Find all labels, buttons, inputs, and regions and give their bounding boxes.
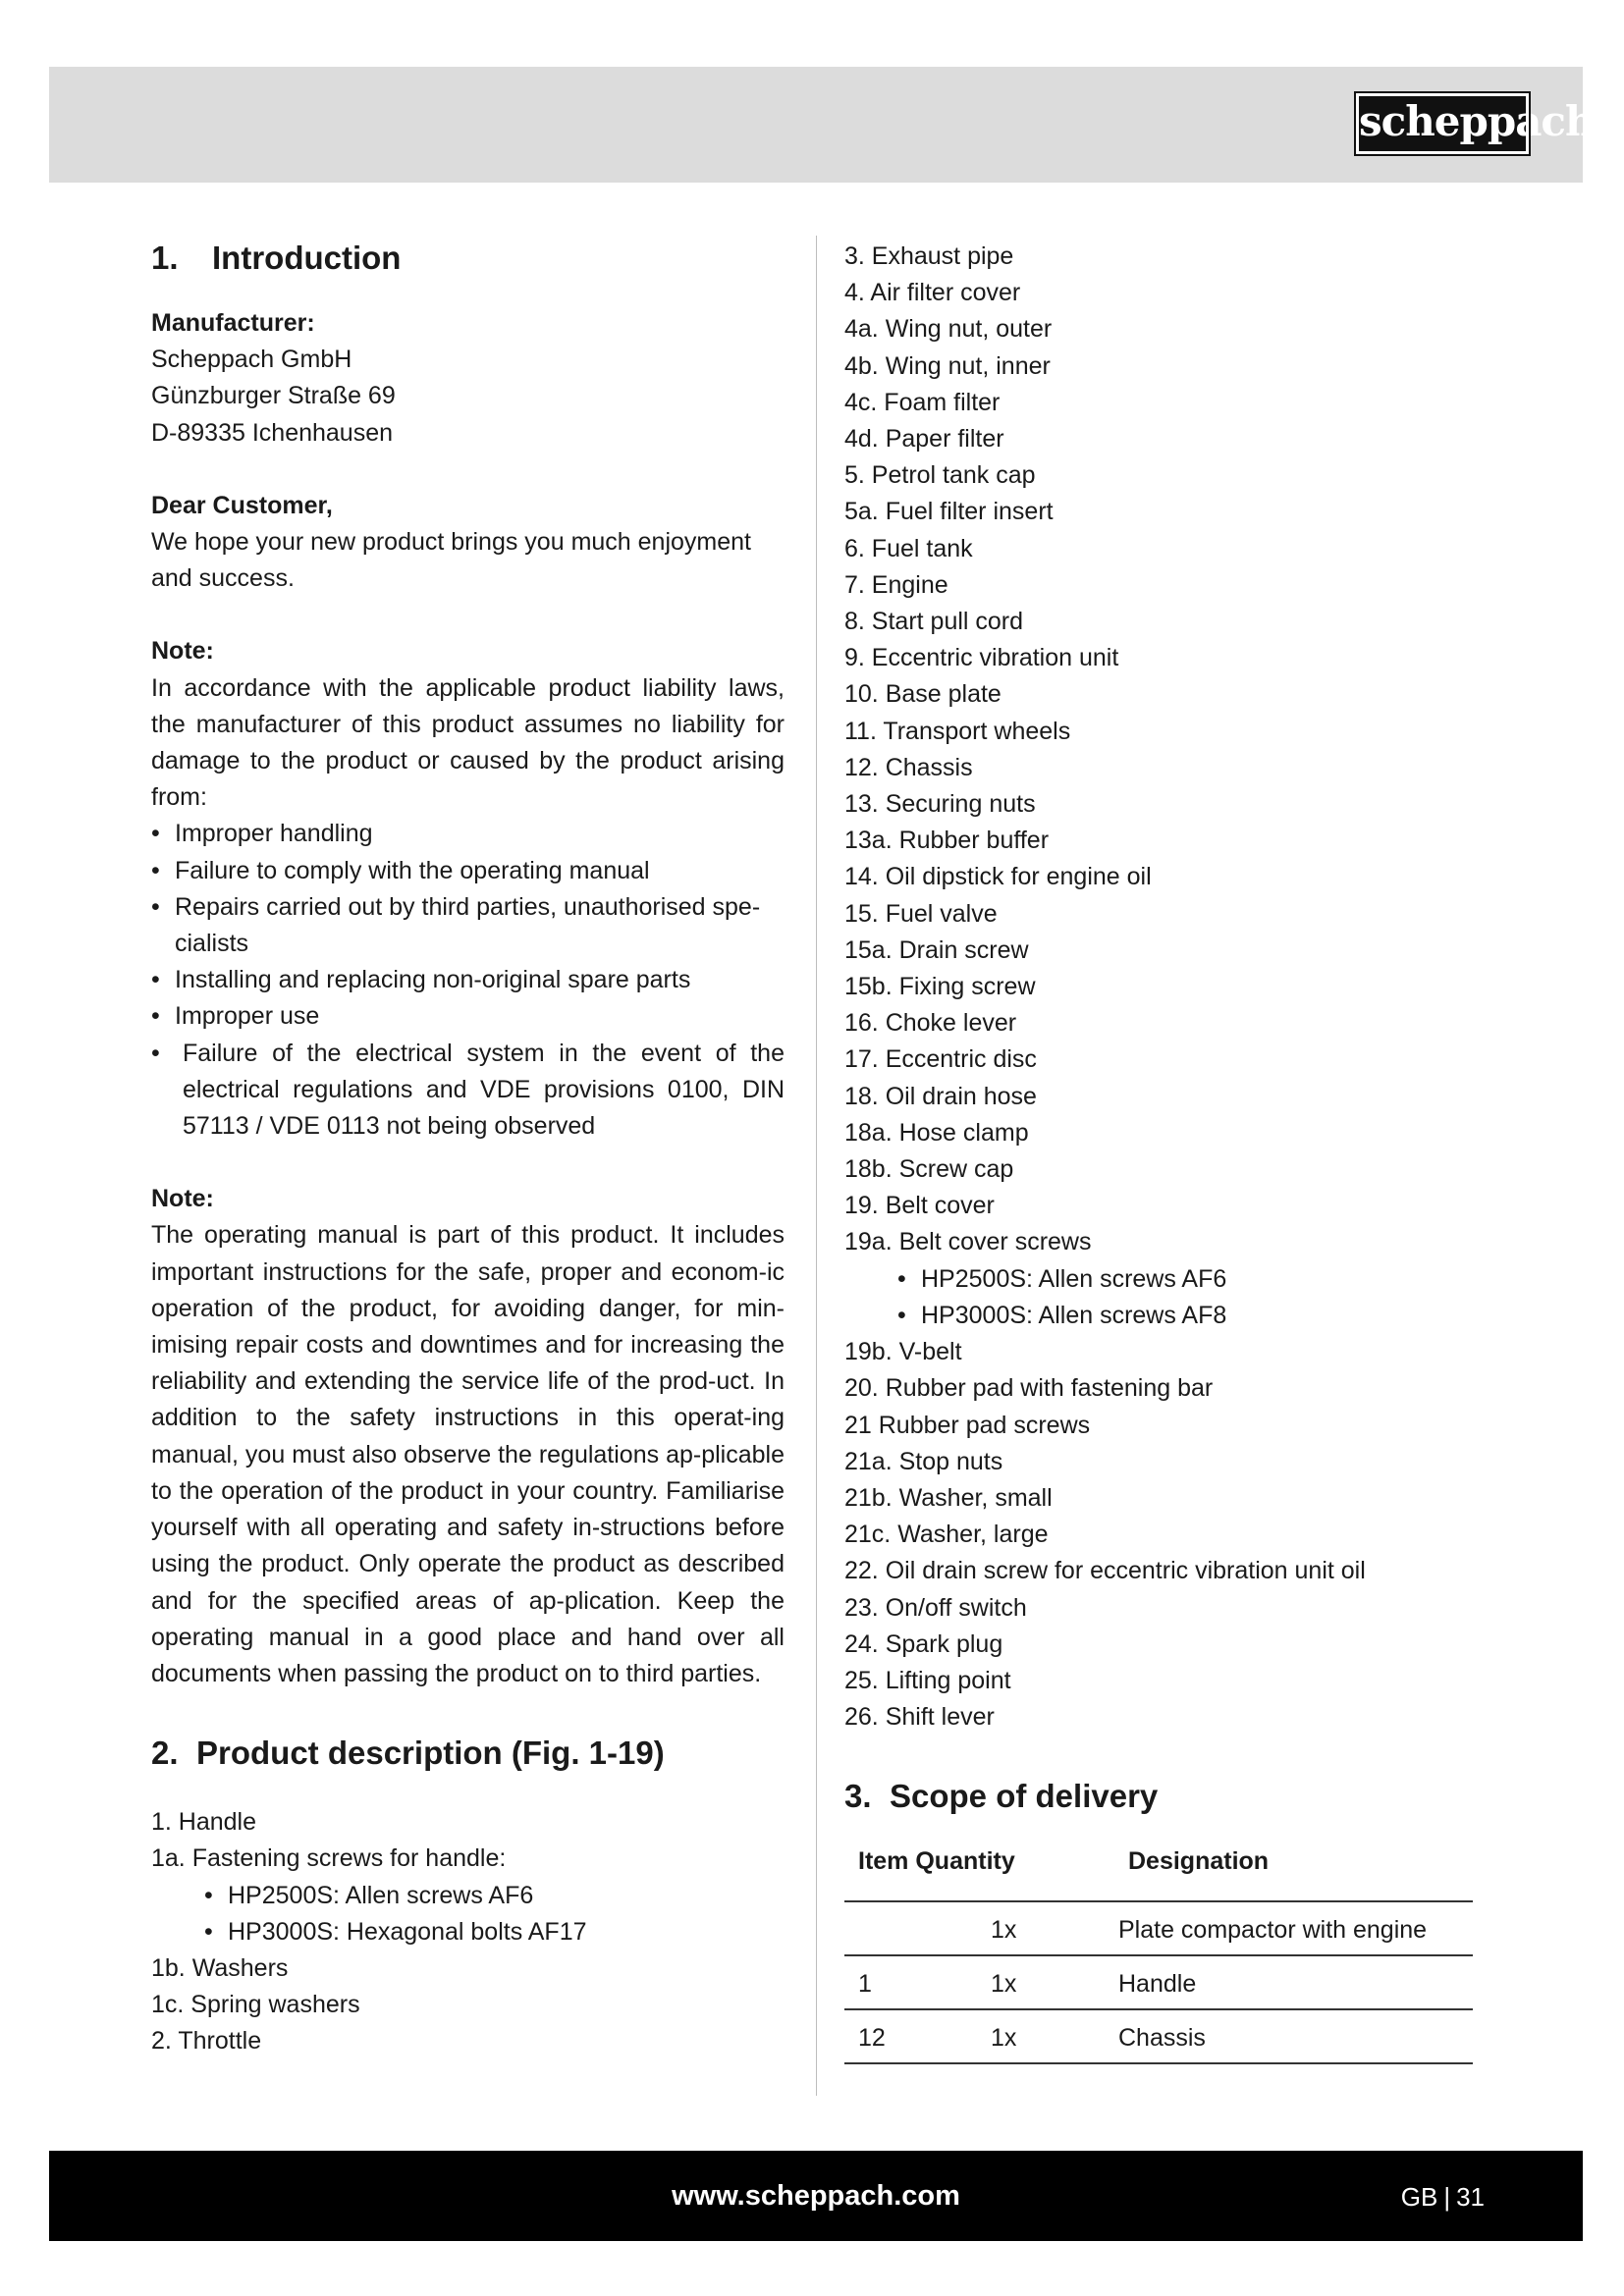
scheppach-logo: scheppach bbox=[1356, 93, 1529, 154]
list-item: 10. Base plate bbox=[844, 680, 1001, 709]
list-item: 1b. Washers bbox=[151, 1953, 289, 1982]
page-separator: | bbox=[1443, 2182, 1451, 2212]
column-divider bbox=[816, 236, 817, 2096]
page-number-value: 31 bbox=[1456, 2182, 1485, 2212]
column-header-item-quantity: Item Quantity bbox=[844, 1834, 1118, 1900]
cell-quantity: 1x bbox=[991, 1901, 1118, 1955]
note-1-text: In accordance with the applicable product liability laws, the manufacturer of this product assumes no liability for damage to the product or caused by the product arising from: bbox=[151, 673, 785, 812]
cell-designation: Chassis bbox=[1118, 2009, 1473, 2063]
list-item: 5. Petrol tank cap bbox=[844, 461, 1036, 490]
list-item: • HP3000S: Allen screws AF8 bbox=[897, 1298, 1478, 1334]
list-item: • HP2500S: Allen screws AF6 bbox=[897, 1261, 1478, 1298]
cell-designation: Handle bbox=[1118, 1955, 1473, 2009]
list-item: 6. Fuel tank bbox=[844, 534, 973, 562]
cell-quantity: 1x bbox=[991, 2009, 1118, 2063]
note-2-label: Note: bbox=[151, 1185, 214, 1213]
list-item: 4a. Wing nut, outer bbox=[844, 315, 1053, 344]
list-item: 12. Chassis bbox=[844, 753, 973, 781]
parts-list-continued bbox=[844, 239, 1478, 1735]
list-item: 15b. Fixing screw bbox=[844, 973, 1036, 1001]
list-item: 21 Rubber pad screws bbox=[844, 1411, 1091, 1439]
list-item: 14. Oil dipstick for engine oil bbox=[844, 863, 1152, 891]
belt-cover-screw-sublist bbox=[844, 1261, 1478, 1334]
list-item: 25. Lifting point bbox=[844, 1666, 1011, 1694]
note-1-label: Note: bbox=[151, 637, 214, 666]
left-column bbox=[151, 239, 785, 2060]
manufacturer-city: D-89335 Ichenhausen bbox=[151, 418, 394, 447]
table-header-row bbox=[844, 1834, 1473, 1900]
cell-item: 12 bbox=[844, 2009, 991, 2063]
list-item: 26. Shift lever bbox=[844, 1703, 995, 1732]
list-item: 13. Securing nuts bbox=[844, 790, 1036, 819]
list-item: • Failure to comply with the operating manual bbox=[151, 853, 785, 889]
manufacturer-name: Scheppach GmbH bbox=[151, 346, 352, 374]
list-item: 1a. Fastening screws for handle: bbox=[151, 1844, 507, 1873]
customer-label: Dear Customer, bbox=[151, 491, 333, 519]
list-item: 1. Handle bbox=[151, 1808, 257, 1837]
table-row bbox=[844, 2009, 1473, 2063]
list-item: 11. Transport wheels bbox=[844, 717, 1071, 745]
list-item: 17. Eccentric disc bbox=[844, 1045, 1037, 1074]
customer-text: We hope your new product brings you much enjoyment and success. bbox=[151, 528, 751, 593]
list-item: 4. Air filter cover bbox=[844, 279, 1021, 307]
page-number bbox=[1401, 2182, 1485, 2213]
list-item: 13a. Rubber buffer bbox=[844, 827, 1050, 855]
list-item: 19b. V-belt bbox=[844, 1338, 962, 1366]
section-2-heading: 2. Product description (Fig. 1-19) bbox=[151, 1735, 665, 1772]
list-item: 24. Spark plug bbox=[844, 1629, 1003, 1658]
list-item: 21c. Washer, large bbox=[844, 1521, 1049, 1549]
list-item: • Failure of the electrical system in the event of the electrical regulations and VDE provisions 0100, DIN 57113 / VDE 0113 not being observed bbox=[151, 1036, 785, 1146]
list-item: 15a. Drain screw bbox=[844, 935, 1029, 964]
section-1-heading: 1. Introduction bbox=[151, 240, 402, 276]
liability-list bbox=[151, 816, 785, 1145]
list-item: 15. Fuel valve bbox=[844, 899, 998, 928]
list-item: • Improper use bbox=[151, 998, 785, 1035]
list-item: 23. On/off switch bbox=[844, 1593, 1027, 1622]
right-column bbox=[844, 239, 1478, 2064]
language-code: GB bbox=[1400, 2182, 1438, 2212]
handle-screw-sublist bbox=[151, 1878, 785, 1950]
table-row bbox=[844, 1955, 1473, 2009]
list-item: 22. Oil drain screw for eccentric vibration unit oil bbox=[844, 1557, 1366, 1585]
manufacturer-label: Manufacturer: bbox=[151, 309, 315, 337]
cell-designation: Plate compactor with engine bbox=[1118, 1901, 1473, 1955]
list-item: • Installing and replacing non-original spare parts bbox=[151, 962, 785, 998]
list-item: 18b. Screw cap bbox=[844, 1155, 1014, 1184]
cell-item bbox=[844, 1901, 991, 1955]
note-2-text: The operating manual is part of this product. It includes important instructions for the safe, proper and econom-ic operation of the product, for avoiding danger, for min-imising repair costs and downtimes and for increasing the reliability and extending the service life of the prod-uct. In addition to the safety instructions in this operat-ing manual, you must also observe the regulations ap-plicable to the operation of the product in your country. Familiarise yourself with all operating and safety in-structions before using the product. Only operate the product as described and for the specified areas of ap-plication. Keep the operating manual in a good place and hand over all documents when passing the product on to third parties. bbox=[151, 1221, 785, 1687]
manufacturer-street: Günzburger Straße 69 bbox=[151, 382, 396, 410]
list-item: 9. Eccentric vibration unit bbox=[844, 644, 1119, 672]
list-item: 18a. Hose clamp bbox=[844, 1118, 1029, 1147]
list-item: 16. Choke lever bbox=[844, 1009, 1017, 1038]
footer-bar bbox=[49, 2151, 1583, 2241]
list-item: • HP3000S: Hexagonal bolts AF17 bbox=[204, 1914, 785, 1950]
list-item: 21a. Stop nuts bbox=[844, 1447, 1003, 1475]
list-item: • Repairs carried out by third parties, unauthorised spe-cialists bbox=[151, 889, 785, 962]
list-item: 7. Engine bbox=[844, 570, 948, 599]
list-item: 18. Oil drain hose bbox=[844, 1082, 1037, 1110]
cell-quantity: 1x bbox=[991, 1955, 1118, 2009]
list-item: 20. Rubber pad with fastening bar bbox=[844, 1374, 1214, 1403]
list-item: • Improper handling bbox=[151, 816, 785, 852]
list-item: 2. Throttle bbox=[151, 2027, 262, 2056]
list-item: 4c. Foam filter bbox=[844, 388, 1001, 416]
scope-of-delivery-table bbox=[844, 1834, 1473, 2064]
list-item: 4d. Paper filter bbox=[844, 425, 1004, 454]
list-item: 1c. Spring washers bbox=[151, 1991, 360, 2019]
column-header-designation: Designation bbox=[1118, 1834, 1473, 1900]
header-bar bbox=[49, 67, 1583, 183]
section-3-heading: 3. Scope of delivery bbox=[844, 1778, 1159, 1815]
list-item: 19a. Belt cover screws bbox=[844, 1228, 1092, 1256]
list-item: 3. Exhaust pipe bbox=[844, 242, 1014, 270]
cell-item: 1 bbox=[844, 1955, 991, 2009]
list-item: 5a. Fuel filter insert bbox=[844, 498, 1054, 526]
list-item: 19. Belt cover bbox=[844, 1192, 995, 1220]
list-item: 8. Start pull cord bbox=[844, 608, 1024, 636]
list-item: • HP2500S: Allen screws AF6 bbox=[204, 1878, 785, 1914]
footer-website-link[interactable]: www.scheppach.com bbox=[672, 2180, 960, 2212]
table-row bbox=[844, 1901, 1473, 1955]
list-item: 21b. Washer, small bbox=[844, 1483, 1053, 1512]
list-item: 4b. Wing nut, inner bbox=[844, 351, 1051, 380]
